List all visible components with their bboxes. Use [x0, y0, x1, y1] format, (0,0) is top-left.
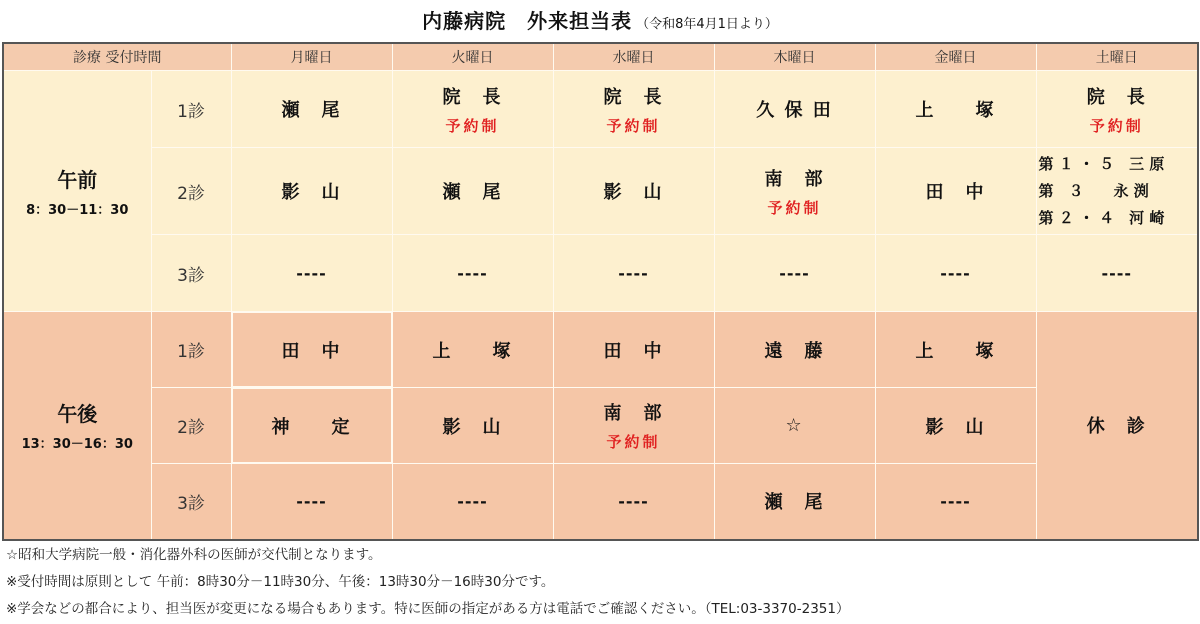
reservation-note: 予約制: [767, 198, 822, 217]
header-row: [3, 43, 1198, 71]
title-main: 内藤病院 外来担当表: [422, 9, 633, 33]
doctor-cell: [714, 235, 875, 312]
pm-row-1: [3, 312, 1198, 388]
day-header: 土曜日: [1036, 43, 1198, 71]
doctor-cell: [875, 312, 1036, 388]
doctor-cell: [714, 312, 875, 388]
doctor-cell: [875, 71, 1036, 148]
doctor-cell: [553, 71, 714, 148]
footnote: ※学会などの都合により、担当医が変更になる場合もあります。特に医師の指定がある方は電話でご確認ください。（TEL:03-3370-2351）: [6, 601, 850, 617]
doctor-cell: [875, 388, 1036, 464]
slot-label: 1診: [151, 312, 231, 388]
title-sub: （令和8年4月1日より）: [636, 17, 778, 32]
closed-label: 休 診: [1086, 416, 1147, 438]
doctor-name: 田 中: [603, 340, 664, 362]
slot-label: 3診: [151, 235, 231, 312]
doctor-cell: [392, 464, 553, 540]
doctor-cell: [553, 148, 714, 235]
reservation-note: 予約制: [1089, 116, 1144, 135]
doctor-name: 南 部: [764, 168, 825, 190]
doctor-name: 瀬 尾: [442, 182, 503, 203]
doctor-cell: [714, 148, 875, 235]
doctor-name: 影 山: [925, 416, 986, 438]
doctor-cell: [714, 71, 875, 148]
doctor-name: 遠 藤: [764, 340, 825, 362]
reservation-note: 予約制: [606, 433, 661, 451]
saturday-rotation-cell: [1036, 148, 1198, 235]
day-header: 木曜日: [714, 43, 875, 71]
rotation-line: 第 ３ 永 渕: [1038, 181, 1149, 200]
rotation-line: 第 ２ ・ ４ 河 崎: [1038, 208, 1165, 227]
star-mark: ☆: [785, 415, 804, 436]
doctor-name: 影 山: [281, 182, 342, 203]
doctor-name: 田 中: [925, 182, 986, 203]
page-title: [0, 0, 1200, 42]
rotation-line: 第 １ ・ ５ 三 原: [1038, 154, 1165, 173]
doctor-cell: [553, 312, 714, 388]
empty-slot: ----: [779, 263, 810, 283]
doctor-cell: [1036, 71, 1198, 148]
footnotes: [6, 542, 1196, 623]
doctor-name: 瀬 尾: [764, 492, 825, 514]
slot-label: 3診: [151, 464, 231, 540]
empty-slot: ----: [940, 263, 971, 283]
empty-slot: ----: [296, 263, 327, 283]
empty-slot: ----: [296, 491, 327, 511]
doctor-name: 神 定: [271, 416, 352, 438]
doctor-cell: [392, 235, 553, 312]
doctor-cell: [714, 464, 875, 540]
doctor-cell: [875, 464, 1036, 540]
am-period-cell: [3, 71, 151, 312]
empty-slot: ----: [940, 491, 971, 511]
doctor-cell: [231, 148, 392, 235]
slot-label: 2診: [151, 388, 231, 464]
saturday-closed-cell: [1036, 312, 1198, 540]
pm-period-time: 13：30－16：30: [21, 437, 133, 453]
empty-slot: ----: [618, 491, 649, 511]
doctor-cell: [392, 388, 553, 464]
doctor-cell: [553, 388, 714, 464]
pm-row-3: [3, 464, 1198, 540]
doctor-cell: [553, 464, 714, 540]
day-header: 月曜日: [231, 43, 392, 71]
doctor-name: 影 山: [603, 182, 664, 203]
reception-time-header: 診療 受付時間: [3, 43, 231, 71]
doctor-name: 瀬 尾: [281, 100, 342, 121]
reservation-note: 予約制: [445, 116, 500, 135]
doctor-cell: [714, 388, 875, 464]
doctor-cell: [231, 464, 392, 540]
doctor-cell: [231, 235, 392, 312]
am-period-name: 午前: [57, 168, 98, 192]
doctor-cell: [1036, 235, 1198, 312]
doctor-cell: [392, 312, 553, 388]
doctor-cell: [392, 148, 553, 235]
doctor-name: 田 中: [281, 340, 342, 362]
doctor-cell: [231, 312, 392, 388]
doctor-cell: [231, 71, 392, 148]
doctor-cell: [231, 388, 392, 464]
empty-slot: ----: [457, 491, 488, 511]
empty-slot: ----: [457, 263, 488, 283]
am-period-time: 8：30－11：30: [26, 203, 129, 218]
footnote: ☆昭和大学病院一般・消化器外科の医師が交代制となります。: [6, 547, 382, 563]
doctor-cell: [553, 235, 714, 312]
doctor-name: 院 長: [603, 86, 664, 108]
am-row-2: [3, 148, 1198, 235]
day-header: 水曜日: [553, 43, 714, 71]
footnote: ※受付時間は原則として 午前：8時30分－11時30分、午後：13時30分－16時30分です。: [6, 574, 555, 590]
doctor-cell: [875, 235, 1036, 312]
am-row-3: [3, 235, 1198, 312]
pm-row-2: [3, 388, 1198, 464]
day-header: 火曜日: [392, 43, 553, 71]
empty-slot: ----: [618, 263, 649, 283]
doctor-name: 影 山: [442, 416, 503, 438]
doctor-name: 南 部: [603, 403, 664, 424]
day-header: 金曜日: [875, 43, 1036, 71]
am-row-1: [3, 71, 1198, 148]
doctor-name: 院 長: [1086, 86, 1147, 108]
slot-label: 1診: [151, 71, 231, 148]
doctor-name: 久 保 田: [756, 100, 833, 121]
pm-period-cell: [3, 312, 151, 540]
doctor-cell: [392, 71, 553, 148]
doctor-name: 上 塚: [432, 340, 513, 362]
doctor-name: 院 長: [442, 86, 503, 108]
schedule-table: [2, 42, 1199, 541]
doctor-cell: [875, 148, 1036, 235]
doctor-name: 上 塚: [915, 340, 996, 362]
doctor-name: 上 塚: [915, 100, 996, 121]
empty-slot: ----: [1101, 263, 1133, 283]
reservation-note: 予約制: [606, 116, 661, 135]
pm-period-name: 午後: [57, 402, 98, 427]
slot-label: 2診: [151, 148, 231, 235]
